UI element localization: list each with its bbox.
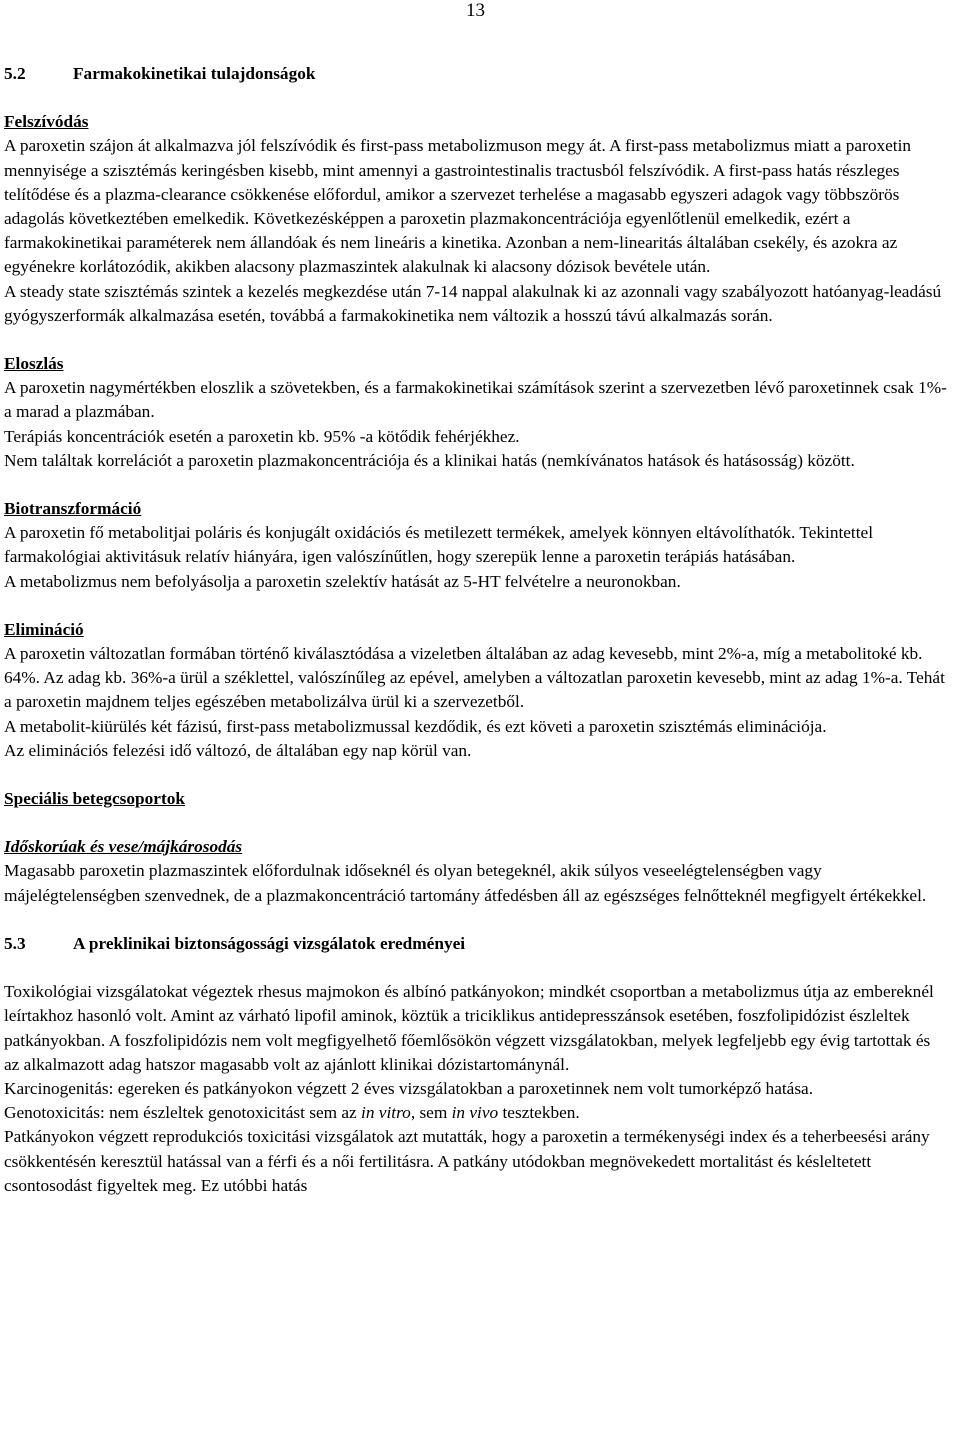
biotranszformacio-paragraph-2: A metabolizmus nem befolyásolja a paroxetin szelektív hatását az 5-HT felvételre a neuronokban. (4, 571, 681, 591)
preklinikai-paragraph-3 (4, 1101, 949, 1125)
section-5-2-heading (4, 62, 949, 86)
preklinikai-paragraph-4: Patkányokon végzett reprodukciós toxicitási vizsgálatok azt mutatták, hogy a paroxetin a termékenységi index és a teherbeesési arány csökkentésén keresztül hatással van a férfi és a női fertilitásra. A patkány utódokban megnövekedett mortalitást és késleltetett csontosodást figyeltek meg. Ez utóbbi hatás (4, 1127, 930, 1195)
page-number: 13 (466, 0, 485, 21)
in-vitro-term: in vitro (361, 1103, 411, 1123)
preklinikai-paragraph-1: Toxikológiai vizsgálatokat végeztek rhesus majmokon és albínó patkányokon; mindkét csoportban a metabolizmus útja az embereknél leírtakhoz hasonló volt. Amint az várható lipofil aminok, köztük a triciklikus antidepresszánsok esetében, foszfolipidózist észleltek patkányokban. A foszfolipidózis nem volt megfigyelhető főemlősökön végzett vizsgálatokban, melyek legfeljebb egy évig tartottak és az alkalmazott adag hatszor magasabb volt az ajánlott klinikai dózistartománynál. (4, 982, 934, 1074)
felszivodas-paragraph-2: A steady state szisztémás szintek a kezelés megkezdése után 7-14 nappal alakulnak ki az azonnali vagy szabályozott hatóanyag-leadású gyógyszerformák alkalmazása esetén, továbbá a farmakokinetika nem változik a hosszú távú alkalmazás során. (4, 281, 942, 325)
specialis-heading: Speciális betegcsoportok (4, 789, 185, 809)
section-5-3-heading (4, 932, 949, 956)
section-number: 5.3 (4, 933, 26, 953)
section-title: A preklinikai biztonságossági vizsgálatok eredményei (73, 933, 466, 953)
section-title: Farmakokinetikai tulajdonságok (73, 64, 316, 83)
genotox-text-b: , sem (410, 1103, 452, 1123)
eliminacio-heading: Elimináció (4, 619, 84, 639)
felszivodas-heading: Felszívódás (4, 112, 89, 132)
eliminacio-paragraph-1: A paroxetin változatlan formában történő kiválasztódása a vizeletben általában az adag kevesebb, mint 2%-a, míg a metabolitoké kb. 64%. Az adag kb. 36%-a ürül a széklettel, valószínűleg az epével, amelyben a változatlan paroxetin kevesebb, mint az adag 1%-a. Tehát a paroxetin majdnem teljes egészében metabolizálva ürül ki a szervezetből. (4, 644, 945, 712)
felszivodas-paragraph-1: A paroxetin szájon át alkalmazva jól felszívódik és first-pass metabolizmuson megy át. A first-pass metabolizmus miatt a paroxetin mennyisége a szisztémás keringésben kisebb, mint amennyi a gastrointestinalis tractusból felszívódik. A first-pass hatás részleges telítődése és a plazma-clearance csökkenése előfordul, amikor a szervezet terhelése a magasabb egyszeri adagok vagy többszörös adagolás következtében emelkedik. Következésképpen a paroxetin plazmakoncentrációja egyenlőtlenül emelkedik, ezért a farmakokinetikai paraméterek nem állandóak és nem lineáris a kinetika. Azonban a nem-linearitás általában csekély, és azokra az egyénekre korlátozódik, akikben alacsony plazmaszintek alakulnak ki alacsony dózisok bevétele után. (4, 136, 912, 277)
in-vivo-term: in vivo (451, 1103, 499, 1123)
biotranszformacio-heading: Biotranszformáció (4, 499, 142, 519)
section-number: 5.2 (4, 64, 26, 83)
eloszlas-paragraph-1: A paroxetin nagymértékben eloszlik a szövetekben, és a farmakokinetikai számítások szerint a szervezetben lévő paroxetinnek csak 1%-a marad a plazmában. (4, 378, 947, 422)
preklinikai-paragraph-2: Karcinogenitás: egereken és patkányokon végzett 2 éves vizsgálatokban a paroxetinnek nem volt tumorképző hatása. (4, 1078, 814, 1098)
page-content (4, 62, 949, 1198)
eloszlas-heading: Eloszlás (4, 354, 64, 374)
genotox-text-c: tesztekben. (498, 1103, 580, 1123)
biotranszformacio-paragraph-1: A paroxetin fő metabolitjai poláris és konjugált oxidációs és metilezett termékek, amelyek könnyen eltávolíthatók. Tekintettel farmakológiai aktivitásuk relatív hiányára, igen valószínűtlen, hogy szerepük lenne a paroxetin terápiás hatásában. (4, 523, 874, 567)
eloszlas-paragraph-3: Nem találtak korrelációt a paroxetin plazmakoncentrációja és a klinikai hatás (nemkívánatos hatások és hatásosság) között. (4, 450, 855, 470)
eloszlas-paragraph-2: Terápiás koncentrációk esetén a paroxetin kb. 95% -a kötődik fehérjékhez. (4, 426, 520, 446)
eliminacio-paragraph-3: Az eliminációs felezési idő változó, de általában egy nap körül van. (4, 740, 472, 760)
genotox-text-a: Genotoxicitás: nem észleltek genotoxicitást sem az (4, 1103, 362, 1123)
eliminacio-paragraph-2: A metabolit-kiürülés két fázisú, first-pass metabolizmussal kezdődik, és ezt követi a paroxetin szisztémás eliminációja. (4, 716, 827, 736)
idoskoruak-heading: Időskorúak és vese/májkárosodás (4, 837, 243, 857)
specialis-paragraph-1: Magasabb paroxetin plazmaszintek előfordulnak időseknél és olyan betegeknél, akik súlyos veseelégtelenségben vagy májelégtelenségben szenvednek, de a plazmakoncentráció tartomány átfedésben áll az egészséges felnőtteknél megfigyelt értékekkel. (4, 861, 927, 905)
